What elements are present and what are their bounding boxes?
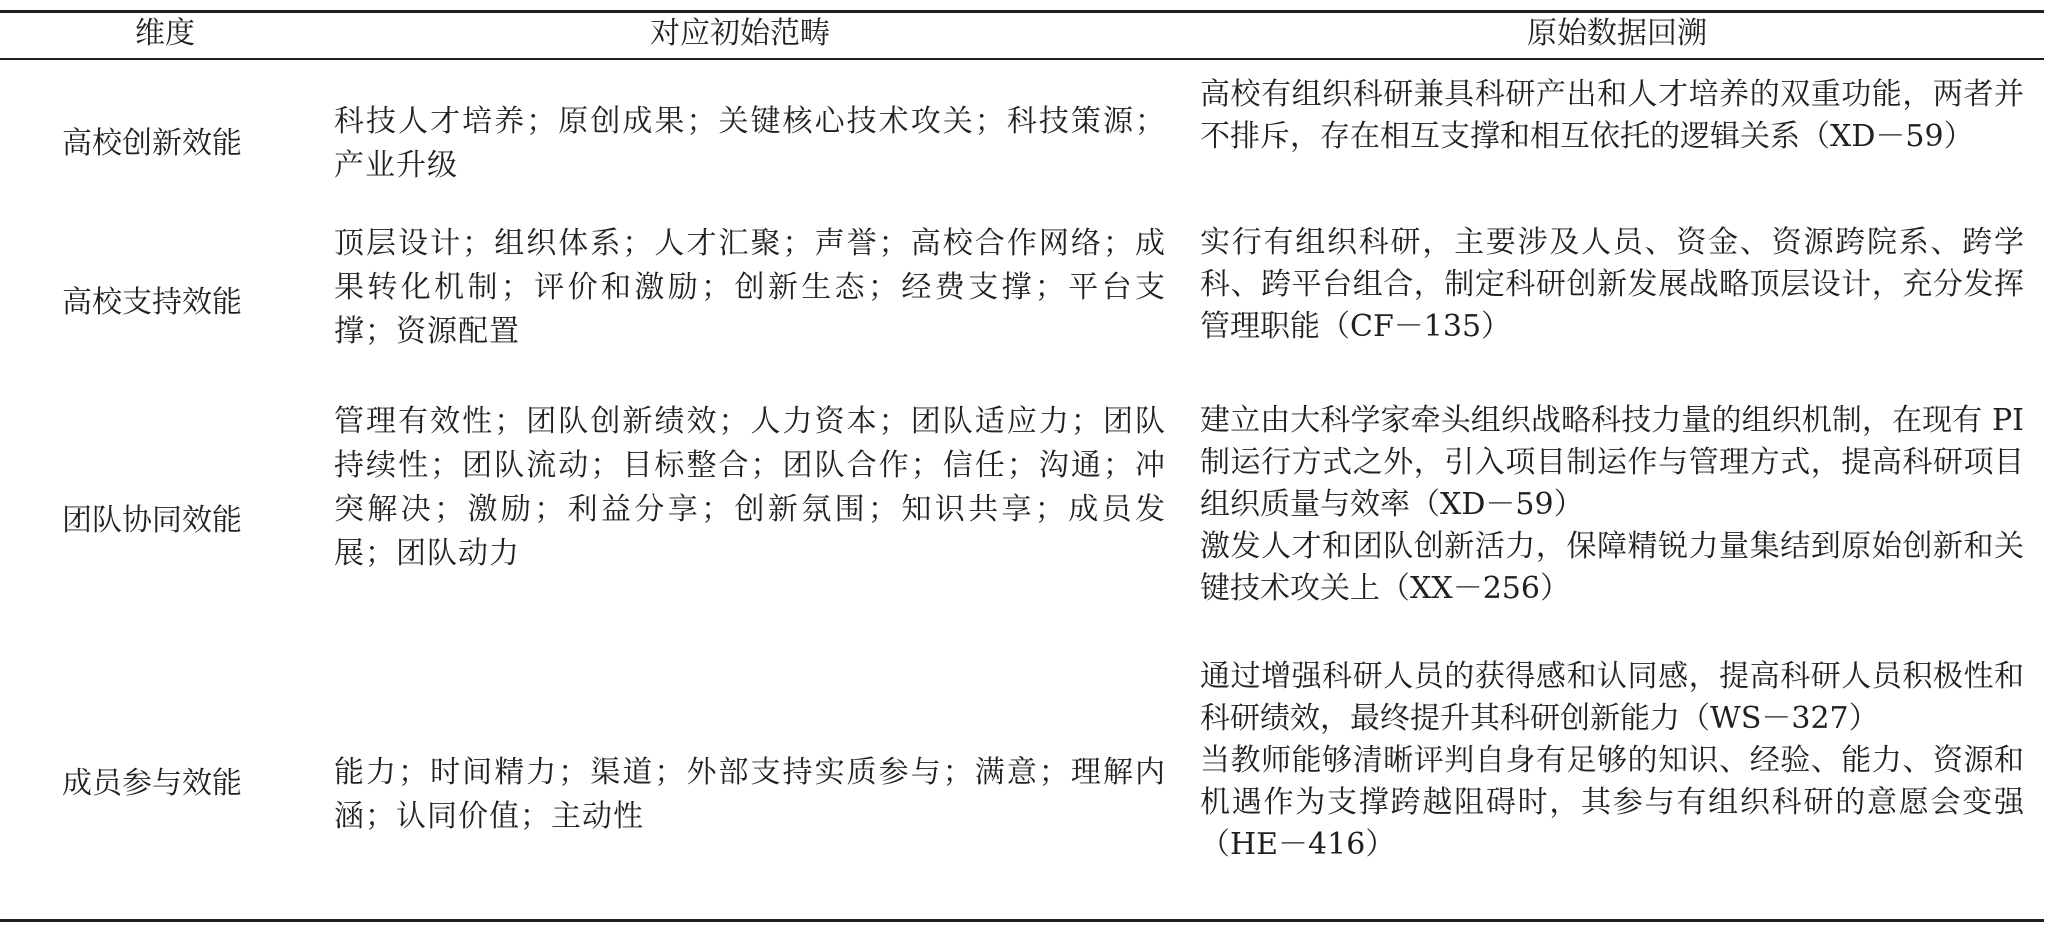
table-bottom-rule: [0, 919, 2044, 922]
source-cell: [1200, 656, 2024, 866]
header-source: 原始数据回溯: [1527, 16, 1707, 51]
source-quote: 实行有组织科研，主要涉及人员、资金、资源跨院系、跨学科、跨平台组合，制定科研创新发展战略顶层设计，充分发挥管理职能（CF－135）: [1200, 225, 2024, 344]
category-cell: 能力；时间精力；渠道；外部支持实质参与；满意；理解内涵；认同价值；主动性: [334, 755, 1166, 834]
source-cell: [1200, 74, 2024, 158]
source-quote: 建立由大科学家牵头组织战略科技力量的组织机制，在现有 PI 制运行方式之外，引入项目制运作与管理方式，提高科研项目组织质量与效率（XD－59）: [1200, 403, 2024, 522]
source-cell: [1200, 222, 2024, 348]
table-header-rule: [0, 58, 2044, 60]
data-table: [0, 10, 2044, 922]
dimension-cell: 高校支持效能: [62, 285, 242, 320]
dimension-cell: 团队协同效能: [62, 503, 242, 538]
source-quote: 激发人才和团队创新活力，保障精锐力量集结到原始创新和关键技术攻关上（XX－256）: [1200, 529, 2024, 606]
source-quote: 高校有组织科研兼具科研产出和人才培养的双重功能，两者并不排斥，存在相互支撑和相互依托的逻辑关系（XD－59）: [1200, 77, 2024, 154]
source-quote: 当教师能够清晰评判自身有足够的知识、经验、能力、资源和机遇作为支撑跨越阻碍时，其参与有组织科研的意愿会变强（HE－416）: [1200, 743, 2024, 862]
category-cell: 科技人才培养；原创成果；关键核心技术攻关；科技策源；产业升级: [334, 104, 1166, 183]
category-cell: 顶层设计；组织体系；人才汇聚；声誉；高校合作网络；成果转化机制；评价和激励；创新生态；经费支撑；平台支撑；资源配置: [334, 226, 1166, 349]
source-quote: 通过增强科研人员的获得感和认同感，提高科研人员积极性和科研绩效，最终提升其科研创新能力（WS－327）: [1200, 659, 2024, 736]
category-cell: 管理有效性；团队创新绩效；人力资本；团队适应力；团队持续性；团队流动；目标整合；团队合作；信任；沟通；冲突解决；激励；利益分享；创新氛围；知识共享；成员发展；团队动力: [334, 404, 1166, 571]
header-dimension: 维度: [135, 16, 195, 51]
source-cell: [1200, 400, 2024, 610]
table-top-rule: [0, 10, 2044, 13]
dimension-cell: 高校创新效能: [62, 126, 242, 161]
header-category: 对应初始范畴: [650, 16, 830, 51]
dimension-cell: 成员参与效能: [62, 766, 242, 801]
